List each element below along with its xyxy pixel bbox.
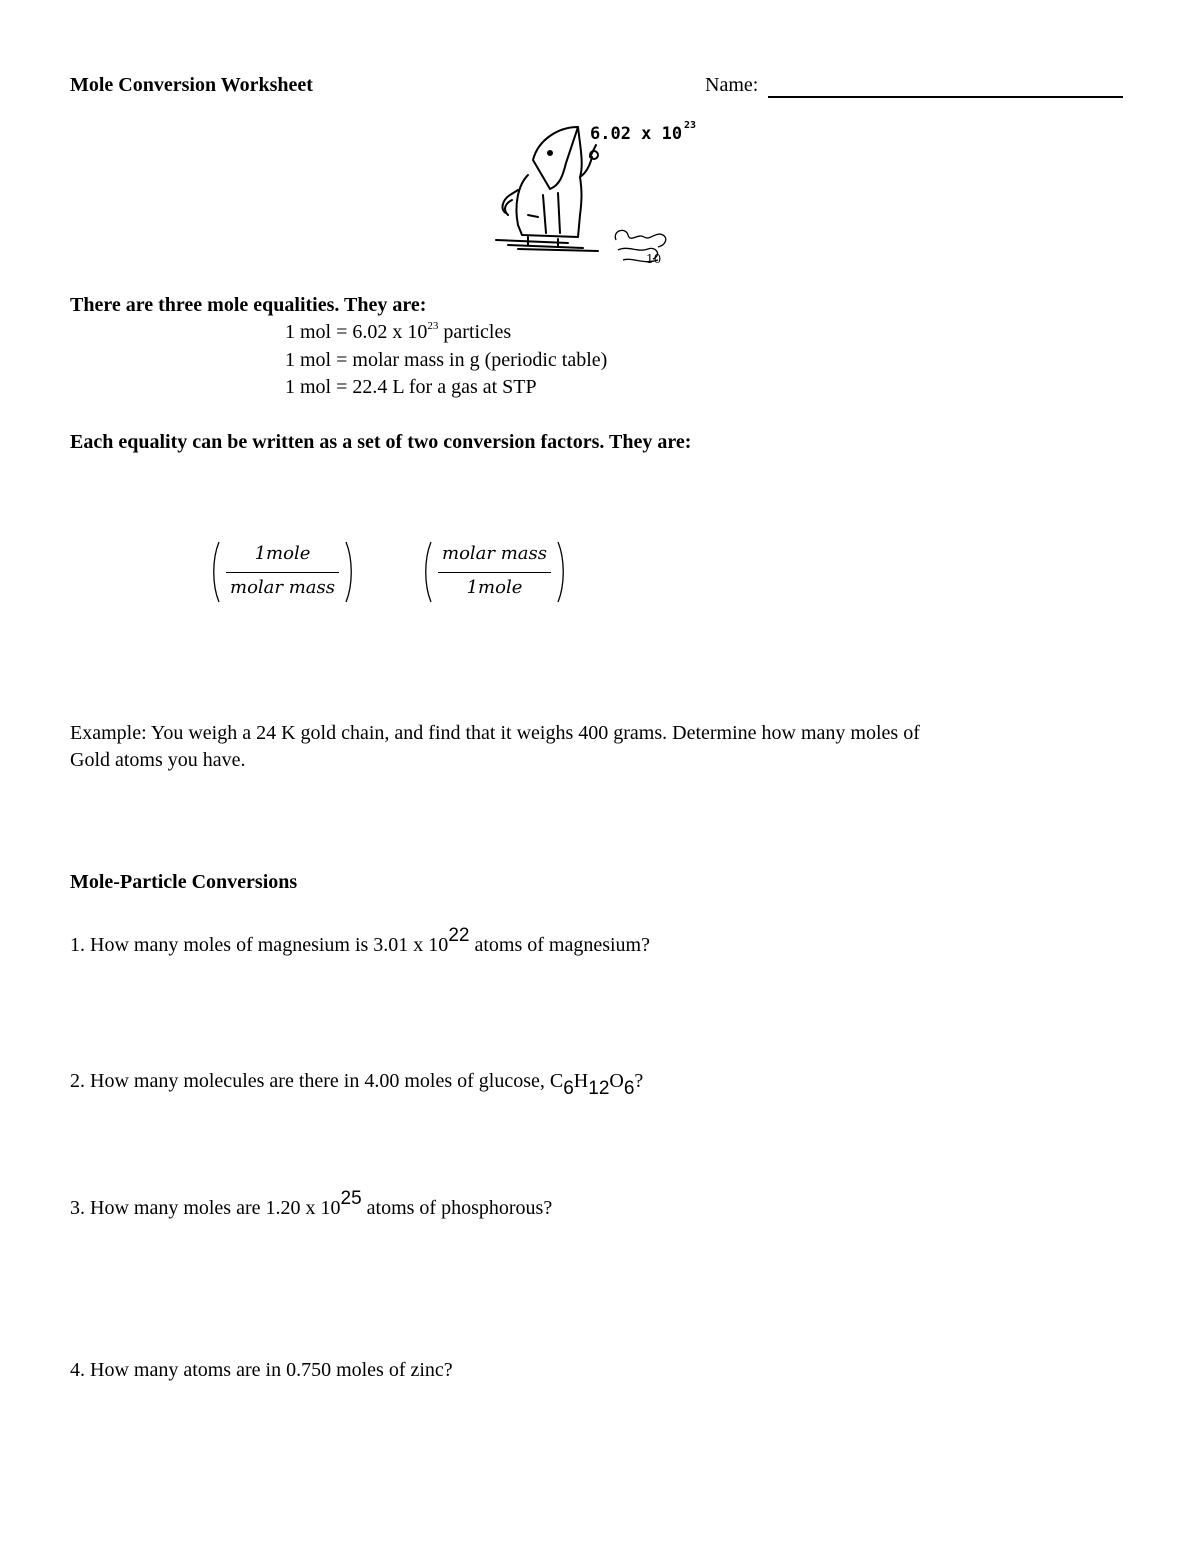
svg-text:10: 10 (646, 252, 662, 266)
factor1-denominator: molar mass (230, 577, 335, 598)
example-line-2: Gold atoms you have. (70, 749, 246, 771)
worksheet-title: Mole Conversion Worksheet (70, 74, 313, 96)
equality-particles: 1 mol = 6.02 x $10^{23}$ particles (285, 320, 512, 343)
factor2-numerator: molar mass (442, 543, 547, 564)
factor1-numerator: 1mole (254, 543, 311, 564)
question-2: 2. How many molecules are there in 4.00 moles of glucose, $C_6H_{12}O_6$? (70, 1070, 644, 1099)
name-blank-line[interactable] (768, 96, 1123, 98)
name-label: Name: (705, 74, 759, 96)
equalities-heading: There are three mole equalities. They are: (70, 294, 427, 316)
question-3: 3. How many moles are 1.20 x $10^{25}$ atoms of phosphorous? (70, 1188, 553, 1219)
example-line-1: Example: You weigh a 24 K gold chain, and find that it weighs 400 grams. Determine how many moles of (70, 722, 920, 744)
fraction-bar (226, 572, 339, 573)
mole-mascot-illustration (488, 115, 713, 275)
question-1: 1. How many moles of magnesium is 3.01 x $10^{22}$ atoms of magnesium? (70, 925, 650, 956)
conversion-factors-heading: Each equality can be written as a set of two conversion factors. They are: (70, 431, 692, 453)
section-heading: Mole-Particle Conversions (70, 871, 298, 893)
factor2-denominator: 1mole (466, 577, 523, 598)
conversion-factor-mass-over-mole (422, 537, 567, 607)
equality-gas-volume: 1 mol = 22.4 L for a gas at STP (285, 376, 537, 398)
question-4: 4. How many atoms are in 0.750 moles of zinc? (70, 1359, 453, 1381)
mascot-caption: 6.02 x 10 (590, 124, 683, 144)
svg-text:23: 23 (684, 120, 697, 131)
equality-molar-mass: 1 mol = molar mass in g (periodic table) (285, 349, 608, 371)
fraction-bar (438, 572, 551, 573)
conversion-factor-mole-over-mass (210, 537, 355, 607)
